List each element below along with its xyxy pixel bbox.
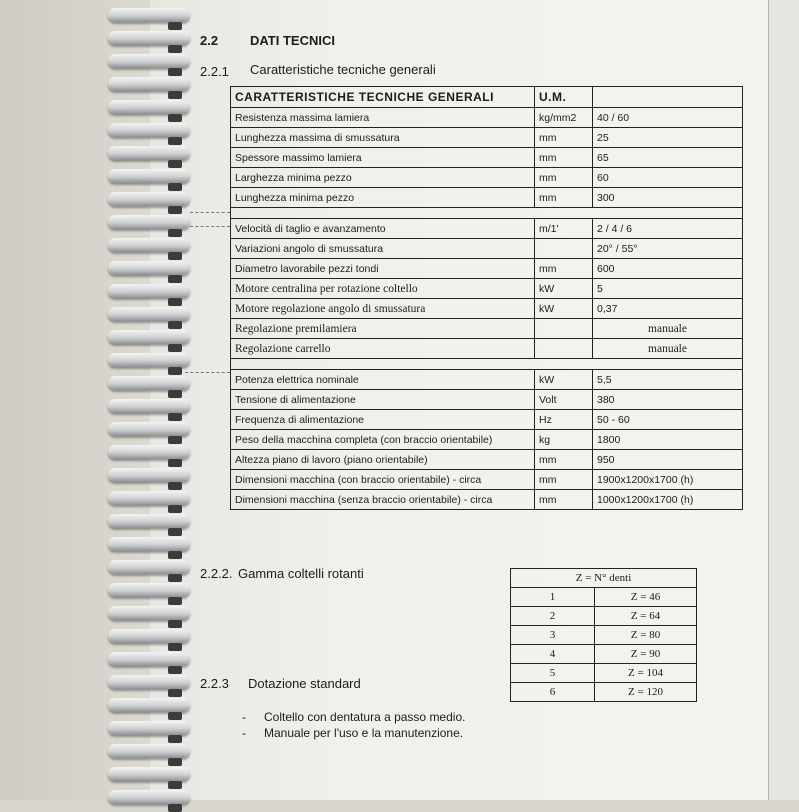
knife-index: 5 [511, 664, 595, 683]
spec-label: Lunghezza massima di smussatura [231, 128, 535, 148]
spec-value: 950 [593, 450, 743, 470]
spiral-coil [108, 284, 190, 298]
punch-hole [168, 620, 182, 628]
punch-hole [168, 321, 182, 329]
spiral-coil [108, 31, 190, 45]
spec-table [230, 86, 743, 510]
spec-row [231, 370, 743, 390]
spec-value: 50 - 60 [593, 410, 743, 430]
punch-hole [168, 666, 182, 674]
spec-unit: m/1' [535, 219, 593, 239]
spec-value: 2 / 4 / 6 [593, 219, 743, 239]
spec-unit: mm [535, 148, 593, 168]
knife-teeth: Z = 104 [595, 664, 697, 683]
spiral-coil [108, 353, 190, 367]
section-title: DATI TECNICI [250, 33, 335, 48]
punch-hole [168, 206, 182, 214]
spec-row [231, 148, 743, 168]
punch-hole [168, 91, 182, 99]
spec-label: Frequenza di alimentazione [231, 410, 535, 430]
punch-hole [168, 68, 182, 76]
spiral-coil [108, 307, 190, 321]
spec-value: 60 [593, 168, 743, 188]
spiral-coil [108, 192, 190, 206]
punch-hole [168, 298, 182, 306]
spiral-coil [108, 77, 190, 91]
punch-hole [168, 735, 182, 743]
knife-index: 2 [511, 607, 595, 626]
spiral-coil [108, 169, 190, 183]
spec-label: Altezza piano di lavoro (piano orientabile) [231, 450, 535, 470]
spec-header-label: CARATTERISTICHE TECNICHE GENERALI [231, 87, 535, 108]
spec-row [231, 490, 743, 510]
knife-index: 3 [511, 626, 595, 645]
spiral-coil [108, 54, 190, 68]
spec-unit: mm [535, 188, 593, 208]
spec-row [231, 450, 743, 470]
spiral-coil [108, 376, 190, 390]
spec-value: 40 / 60 [593, 108, 743, 128]
spiral-coil [108, 652, 190, 666]
spec-value: 25 [593, 128, 743, 148]
spec-unit: mm [535, 128, 593, 148]
knife-teeth: Z = 120 [595, 683, 697, 702]
punch-hole [168, 45, 182, 53]
spiral-coil [108, 606, 190, 620]
spec-label: Potenza elettrica nominale [231, 370, 535, 390]
punch-hole [168, 689, 182, 697]
spec-label: Tensione di alimentazione [231, 390, 535, 410]
spiral-coil [108, 468, 190, 482]
binding-spiral [108, 0, 198, 800]
spec-header-row [231, 87, 743, 108]
subsection-title: Gamma coltelli rotanti [238, 566, 364, 581]
spec-value: 1800 [593, 430, 743, 450]
spec-value: 600 [593, 259, 743, 279]
punch-hole [168, 528, 182, 536]
spiral-coil [108, 422, 190, 436]
spec-value: 1000x1200x1700 (h) [593, 490, 743, 510]
spec-value: 20° / 55° [593, 239, 743, 259]
knife-teeth: Z = 90 [595, 645, 697, 664]
spec-unit: kg [535, 430, 593, 450]
punch-hole [168, 597, 182, 605]
spec-row [231, 279, 743, 299]
punch-hole [168, 114, 182, 122]
spec-label: Variazioni angolo di smussatura [231, 239, 535, 259]
punch-hole [168, 22, 182, 30]
spiral-coil [108, 767, 190, 781]
spiral-coil [108, 790, 190, 804]
spec-unit: mm [535, 450, 593, 470]
punch-hole [168, 505, 182, 513]
punch-hole [168, 781, 182, 789]
knife-index: 4 [511, 645, 595, 664]
subsection-number: 2.2.1 [200, 64, 229, 79]
spec-header-unit: U.M. [535, 87, 593, 108]
subsection-number: 2.2.3 [200, 676, 229, 691]
spec-unit: Hz [535, 410, 593, 430]
spec-unit: mm [535, 470, 593, 490]
punch-hole [168, 459, 182, 467]
spec-label: Regolazione premilamiera [231, 319, 535, 339]
spec-label: Diametro lavorabile pezzi tondi [231, 259, 535, 279]
knife-teeth: Z = 46 [595, 588, 697, 607]
knife-index: 1 [511, 588, 595, 607]
punch-hole [168, 367, 182, 375]
spec-row [231, 128, 743, 148]
punch-hole [168, 160, 182, 168]
spiral-coil [108, 8, 190, 22]
spec-unit: mm [535, 490, 593, 510]
spec-row [231, 430, 743, 450]
punch-hole [168, 436, 182, 444]
spiral-coil [108, 675, 190, 689]
spiral-coil [108, 698, 190, 712]
spiral-coil [108, 744, 190, 758]
spec-label: Peso della macchina completa (con braccio orientabile) [231, 430, 535, 450]
list-item: - Coltello con dentatura a passo medio. [242, 710, 465, 724]
spiral-coil [108, 629, 190, 643]
spec-label: Spessore massimo lamiera [231, 148, 535, 168]
spec-row [231, 470, 743, 490]
spec-label: Velocità di taglio e avanzamento [231, 219, 535, 239]
knife-row [511, 645, 697, 664]
spec-value: manuale [593, 319, 743, 339]
spiral-coil [108, 445, 190, 459]
punch-hole [168, 183, 182, 191]
spec-unit: kW [535, 279, 593, 299]
spiral-coil [108, 560, 190, 574]
spiral-coil [108, 123, 190, 137]
knife-row [511, 683, 697, 702]
margin-mark [185, 372, 230, 373]
spec-label: Regolazione carrello [231, 339, 535, 359]
spec-row [231, 108, 743, 128]
spec-row [231, 299, 743, 319]
spec-label: Motore regolazione angolo di smussatura [231, 299, 535, 319]
spiral-coil [108, 583, 190, 597]
right-page-edge [768, 0, 799, 800]
spiral-coil [108, 146, 190, 160]
spec-unit: Volt [535, 390, 593, 410]
margin-mark [190, 226, 230, 227]
spec-unit [535, 319, 593, 339]
section-number: 2.2 [200, 33, 219, 48]
spec-value: 0,37 [593, 299, 743, 319]
spec-unit: kW [535, 370, 593, 390]
punch-hole [168, 252, 182, 260]
spec-value: 5 [593, 279, 743, 299]
spiral-coil [108, 330, 190, 344]
punch-hole [168, 574, 182, 582]
knife-header: Z = N° denti [511, 569, 697, 588]
spec-row [231, 188, 743, 208]
spec-value: 300 [593, 188, 743, 208]
spec-row [231, 410, 743, 430]
punch-hole [168, 390, 182, 398]
spiral-coil [108, 514, 190, 528]
standard-equipment-list [242, 710, 465, 742]
subsection-number: 2.2.2. [200, 566, 233, 581]
punch-hole [168, 712, 182, 720]
spiral-coil [108, 215, 190, 229]
spec-row [231, 339, 743, 359]
spec-label: Resistenza massima lamiera [231, 108, 535, 128]
punch-hole [168, 413, 182, 421]
subsection-title: Dotazione standard [248, 676, 361, 691]
punch-hole [168, 275, 182, 283]
spec-unit: mm [535, 259, 593, 279]
spec-value: manuale [593, 339, 743, 359]
punch-hole [168, 643, 182, 651]
knife-teeth: Z = 64 [595, 607, 697, 626]
spec-row [231, 259, 743, 279]
spec-unit [535, 239, 593, 259]
knife-row [511, 664, 697, 683]
spiral-coil [108, 261, 190, 275]
spec-row [231, 239, 743, 259]
knife-index: 6 [511, 683, 595, 702]
margin-mark [190, 212, 230, 213]
spec-unit: kg/mm2 [535, 108, 593, 128]
spiral-coil [108, 491, 190, 505]
spec-label: Motore centralina per rotazione coltello [231, 279, 535, 299]
spec-value: 5,5 [593, 370, 743, 390]
spec-gap [231, 359, 743, 370]
spec-gap [231, 208, 743, 219]
spec-unit: kW [535, 299, 593, 319]
spec-label: Lunghezza minima pezzo [231, 188, 535, 208]
spec-label: Larghezza minima pezzo [231, 168, 535, 188]
punch-hole [168, 344, 182, 352]
spec-value: 65 [593, 148, 743, 168]
punch-hole [168, 137, 182, 145]
list-item: - Manuale per l'uso e la manutenzione. [242, 726, 465, 740]
knife-row [511, 607, 697, 626]
knife-table [510, 568, 697, 702]
punch-hole [168, 804, 182, 812]
knife-row [511, 588, 697, 607]
spec-unit: mm [535, 168, 593, 188]
spec-row [231, 219, 743, 239]
spec-unit [535, 339, 593, 359]
spec-value: 380 [593, 390, 743, 410]
spiral-coil [108, 537, 190, 551]
spiral-coil [108, 238, 190, 252]
punch-hole [168, 551, 182, 559]
spec-value: 1900x1200x1700 (h) [593, 470, 743, 490]
punch-hole [168, 229, 182, 237]
spec-row [231, 319, 743, 339]
spiral-coil [108, 399, 190, 413]
spiral-coil [108, 100, 190, 114]
subsection-title: Caratteristiche tecniche generali [250, 62, 436, 77]
spec-row [231, 168, 743, 188]
knife-row [511, 626, 697, 645]
spec-label: Dimensioni macchina (senza braccio orientabile) - circa [231, 490, 535, 510]
spec-label: Dimensioni macchina (con braccio orientabile) - circa [231, 470, 535, 490]
knife-teeth: Z = 80 [595, 626, 697, 645]
punch-hole [168, 482, 182, 490]
spiral-coil [108, 721, 190, 735]
punch-hole [168, 758, 182, 766]
spec-row [231, 390, 743, 410]
